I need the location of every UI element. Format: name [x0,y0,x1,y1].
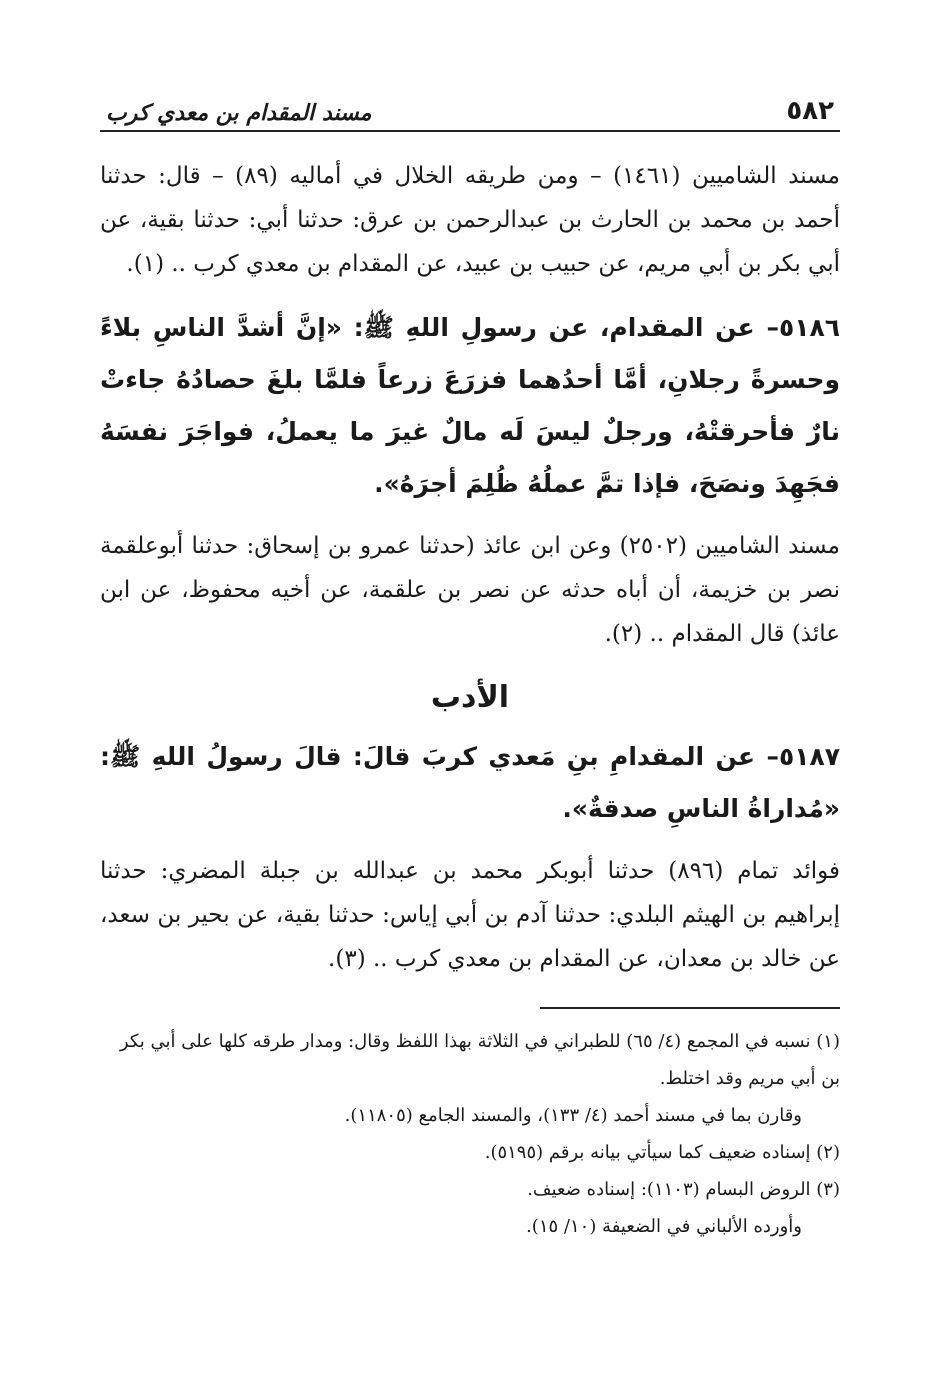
running-title: مسند المقدام بن معدي كرب [106,101,372,126]
footnote: (١) نسبه في المجمع (٤/ ٦٥) للطبراني في الثلاثة بهذا اللفظ وقال: ومدار طرقه كلها على أبي بكر بن أبي مريم وقد اختلط. [119,1031,840,1089]
source-paragraph: مسند الشاميين (١٤٦١) – ومن طريقه الخلال في أماليه (٨٩) – قال: حدثنا أحمد بن محمد بن الحارث بن عبدالرحمن بن عرق: حدثنا أبي: حدثنا بقية، عن أبي بكر بن أبي مريم، عن حبيب بن عبيد، عن المقدام بن معدي كرب .. (١). [100,163,840,277]
hadith-text: عن المقدام، عن رسولِ اللهِ ﷺ: «إنَّ أشدَّ الناسِ بلاءً وحسرةً رجلانِ، أمَّا أحدُهما فزرَعَ زرعاً فلمَّا بلغَ حصادُهُ جاءتْ نارٌ فأحرقتْهُ، ورجلٌ ليسَ لَه مالٌ غيرَ ما يعملُ، فواجَرَ نفسَهُ فجَهِدَ ونصَحَ، فإذا تمَّ عملُهُ ظُلِمَ أجرَهُ». [100,313,840,498]
header-rule [100,130,840,132]
hadith-number: ٥١٨٧– [766,742,840,771]
footnote: (٢) إسناده ضعيف كما سيأتي بيانه برقم (٥١٩٥). [484,1142,840,1163]
hadith-number: ٥١٨٦– [766,313,840,342]
footnotes [100,1023,840,1245]
section-heading: الأدب [430,680,510,715]
running-header [100,88,840,126]
source-paragraph: فوائد تمام (٨٩٦) حدثنا أبوبكر محمد بن عبدالله بن جبلة المضري: حدثنا إبراهيم بن الهيثم البلدي: حدثنا آدم بن أبي إياس: حدثنا بقية، عن بحير بن سعد، عن خالد بن معدان، عن المقدام بن معدي كرب .. (٣). [100,858,840,972]
hadith-text: عن المقدامِ بنِ مَعدي كربَ قالَ: قالَ رسولُ اللهِ ﷺ: «مُداراةُ الناسِ صدقةٌ». [100,742,840,823]
page-number: ٥٨٢ [786,96,834,126]
footnote: (٣) الروض البسام (١١٠٣): إسناده ضعيف. [527,1179,840,1200]
footnote-continuation: وقارن بما في مسند أحمد (٤/ ١٣٣)، والمسند الجامع (١١٨٠٥). [344,1105,802,1126]
hadith-paragraph [100,731,840,835]
footnote-separator [540,1007,840,1009]
source-paragraph: مسند الشاميين (٢٥٠٢) وعن ابن عائذ (حدثنا عمرو بن إسحاق: حدثنا أبوعلقمة نصر بن خزيمة، أن أباه حدثه عن نصر بن علقمة، عن أخيه محفوظ، عن ابن عائذ) قال المقدام .. (٢). [100,533,840,647]
footnote-continuation: وأورده الألباني في الضعيفة (١٠/ ١٥). [526,1216,802,1237]
hadith-paragraph [100,302,840,510]
book-page [100,88,840,1245]
